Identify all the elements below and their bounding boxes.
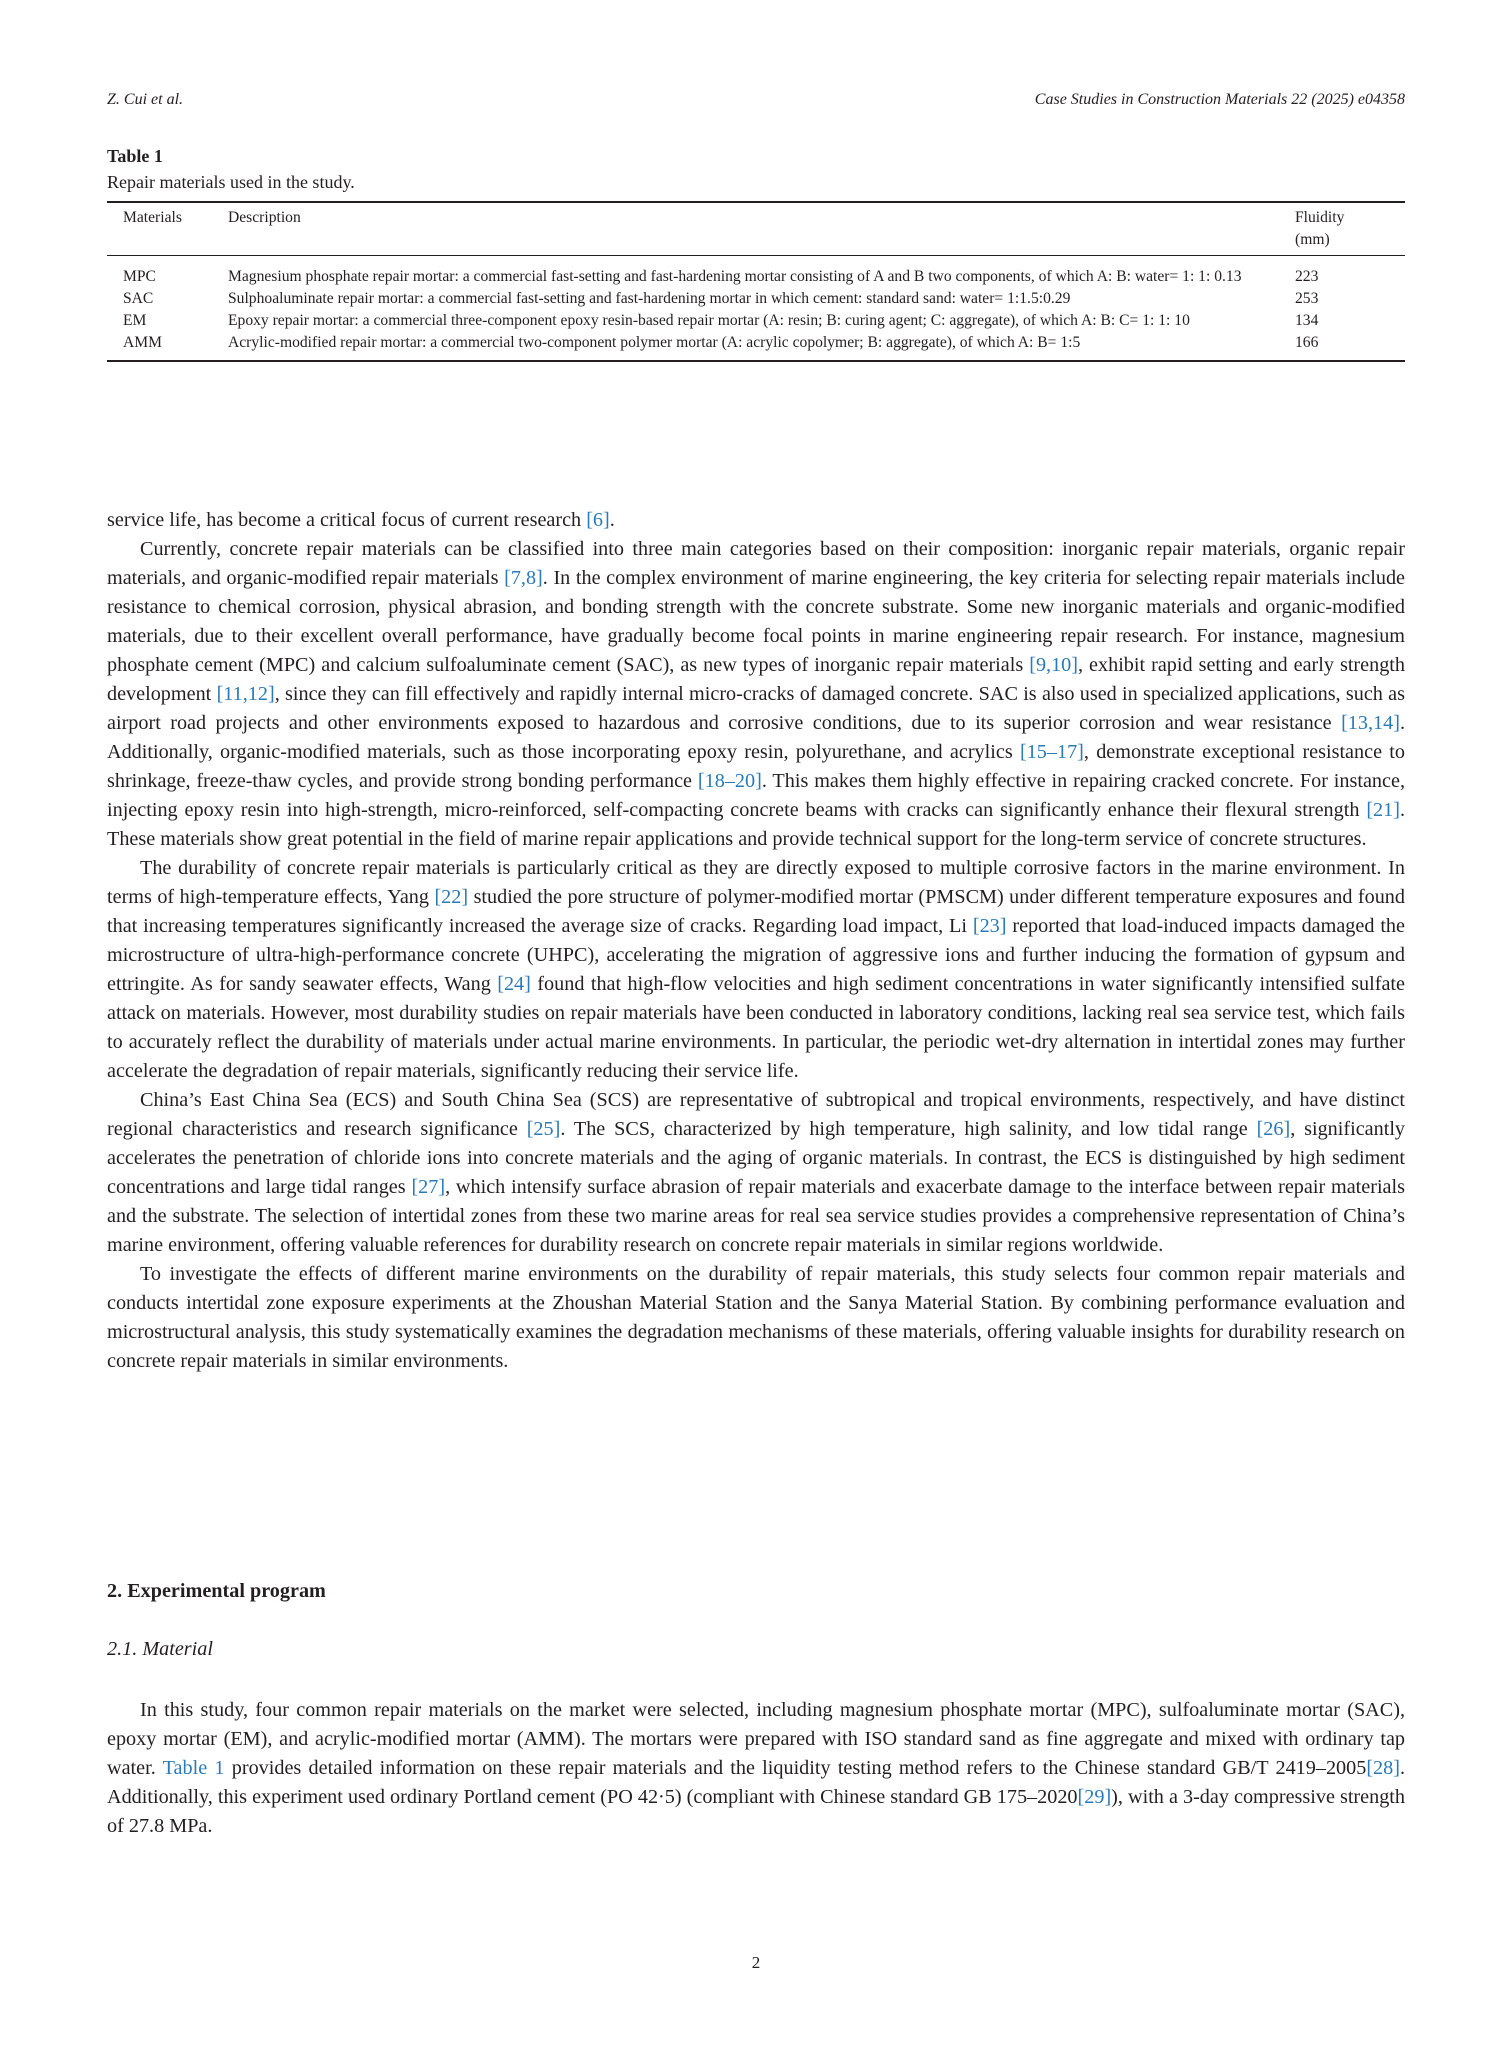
text-run: . The SCS, characterized by high temperature, high salinity, and low tidal range — [560, 1118, 1257, 1140]
table-header-row — [107, 202, 1405, 256]
text-run: Currently, concrete repair materials can be classified into three main categories based on their composition: inorganic repair materials, organic repair materials, and organic-modified repair materials — [107, 538, 1405, 589]
header-materials: Materials — [123, 209, 182, 226]
page-number: 2 — [751, 1953, 761, 1972]
text-run: studied the pore structure of polymer-modified mortar (PMSCM) under different temperature exposures and found that increasing temperatures significantly increased the average size of cracks. Regarding load impact, Li — [107, 886, 1405, 937]
text-run: , significantly accelerates the penetration of chloride ions into concrete materials and the aging of organic materials. In contrast, the ECS is distinguished by high sediment concentrations and large tidal ranges — [107, 1118, 1406, 1198]
cell-description: Sulphoaluminate repair mortar: a commercial fast-setting and fast-hardening mortar in which cement: standard sand: water= 1:1.5:0.29 — [228, 290, 1071, 307]
text-run: . This makes them highly effective in repairing cracked concrete. For instance, injecting epoxy resin into high-strength, micro-reinforced, self-compacting concrete beams with cracks can significantly enhance their flexural strength — [107, 770, 1405, 821]
citation-link[interactable]: [26] — [1256, 1118, 1291, 1140]
table-row — [107, 332, 1405, 361]
text-run: reported that load-induced impacts damaged the microstructure of ultra-high-performance concrete (UHPC), accelerating the migration of aggressive ions and further inducing the formation of gypsum and ettringite. As for sandy seawater effects, Wang — [107, 915, 1405, 995]
citation-link[interactable]: [6] — [586, 509, 610, 531]
citation-link[interactable]: [28] — [1366, 1757, 1400, 1779]
text-run: The durability of concrete repair materials is particularly critical as they are directly exposed to multiple corrosive factors in the marine environment. In terms of high-temperature effects, Yang — [107, 857, 1405, 908]
paragraph — [107, 854, 1405, 1086]
text-run: , which intensify surface abrasion of repair materials and exacerbate damage to the interface between repair materials and the substrate. The selection of intertidal zones from these two marine areas for real sea service studies provides a comprehensive representation of China’s marine environment, offering valuable references for durability research on concrete repair materials in similar regions worldwide. — [107, 1176, 1405, 1256]
intro-body — [107, 506, 1405, 1376]
citation-link[interactable]: [27] — [411, 1176, 446, 1198]
table-row — [107, 256, 1405, 289]
table-title: Table 1 — [107, 146, 163, 166]
citation-link[interactable]: [23] — [972, 915, 1007, 937]
citation-link[interactable]: [15–17] — [1019, 741, 1084, 763]
table-row — [107, 288, 1405, 310]
repair-materials-table — [107, 201, 1405, 362]
paragraph — [107, 506, 1405, 535]
paragraph — [107, 1086, 1405, 1260]
text-run: . Additionally, organic-modified materials, such as those incorporating epoxy resin, polyurethane, and acrylics — [107, 712, 1405, 763]
cell-material: MPC — [123, 268, 156, 285]
text-run: service life, has become a critical focus of current research — [107, 509, 587, 531]
text-run: , demonstrate exceptional resistance to shrinkage, freeze-thaw cycles, and provide strong bonding performance — [107, 741, 1405, 792]
text-run: , since they can fill effectively and rapidly internal micro-cracks of damaged concrete. SAC is also used in specialized applications, such as airport road projects and other environments exposed to hazardous and corrosive conditions, due to its superior corrosion and wear resistance — [107, 683, 1405, 734]
cell-fluidity: 166 — [1295, 334, 1319, 351]
text-run: found that high-flow velocities and high sediment concentrations in water significantly intensified sulfate attack on materials. However, most durability studies on repair materials have been conducted in laboratory conditions, lacking real sea service test, which fails to accurately reflect the durability of materials under actual marine environments. In particular, the periodic wet-dry alternation in intertidal zones may further accelerate the degradation of repair materials, significantly reducing their service life. — [107, 973, 1405, 1082]
citation-link[interactable]: [11,12] — [216, 683, 275, 705]
text-run: To investigate the effects of different marine environments on the durability of repair materials, this study selects four common repair materials and conducts intertidal zone exposure experiments at the Zhoushan Material Station and the Sanya Material Station. By combining performance evaluation and microstructural analysis, this study systematically examines the degradation mechanisms of these materials, offering valuable insights for durability research on concrete repair materials in similar environments. — [107, 1263, 1405, 1372]
cell-material: EM — [123, 312, 147, 329]
header-authors: Z. Cui et al. — [107, 91, 184, 108]
cell-description: Acrylic-modified repair mortar: a commercial two-component polymer mortar (A: acrylic copolymer; B: aggregate), of which A: B= 1:5 — [228, 334, 1081, 351]
subsection-heading: 2.1. Material — [107, 1638, 213, 1660]
header-journal: Case Studies in Construction Materials 22 (2025) e04358 — [1034, 91, 1405, 108]
paragraph — [107, 535, 1405, 854]
text-run: . These materials show great potential in the field of marine repair applications and provide technical support for the long-term service of concrete structures. — [107, 799, 1405, 850]
header-fluidity-label: Fluidity — [1295, 209, 1345, 226]
header-fluidity-unit: (mm) — [1295, 231, 1330, 248]
cell-description: Magnesium phosphate repair mortar: a commercial fast-setting and fast-hardening mortar consisting of A and B two components, of which A: B: water= 1: 1: 0.13 — [228, 268, 1242, 285]
citation-link[interactable]: [29] — [1077, 1786, 1112, 1808]
cell-fluidity: 134 — [1295, 312, 1319, 329]
text-run: China’s East China Sea (ECS) and South China Sea (SCS) are representative of subtropical and tropical environments, respectively, and have distinct regional characteristics and research significance — [107, 1089, 1405, 1140]
text-run: provides detailed information on these repair materials and the liquidity testing method refers to the Chinese standard GB/T 2419–2005 — [224, 1757, 1367, 1779]
material-body — [107, 1696, 1405, 1841]
table-row — [107, 310, 1405, 332]
citation-link[interactable]: [9,10] — [1029, 654, 1078, 676]
citation-link[interactable]: [22] — [434, 886, 469, 908]
header-fluidity — [1279, 202, 1405, 256]
cell-fluidity: 223 — [1295, 268, 1319, 285]
citation-link[interactable]: [13,14] — [1341, 712, 1400, 734]
section-heading: 2. Experimental program — [107, 1580, 326, 1602]
citation-link[interactable]: [7,8] — [504, 567, 543, 589]
cell-description: Epoxy repair mortar: a commercial three-component epoxy resin-based repair mortar (A: resin; B: curing agent; C: aggregate), of which A: B: C= 1: 1: 10 — [228, 312, 1190, 329]
header-description: Description — [228, 209, 301, 226]
text-run: ), with a 3-day compressive strength of 27.8 MPa. — [107, 1786, 1406, 1837]
paragraph — [107, 1696, 1405, 1841]
paragraph — [107, 1260, 1405, 1376]
table-caption: Repair materials used in the study. — [107, 172, 355, 192]
cell-material: SAC — [123, 290, 154, 307]
table-link[interactable]: Table 1 — [162, 1757, 225, 1779]
citation-link[interactable]: [25] — [526, 1118, 561, 1140]
text-run: . Additionally, this experiment used ordinary Portland cement (PO 42·5) (compliant with Chinese standard GB 175–2020 — [107, 1757, 1406, 1808]
text-run: . — [609, 509, 615, 531]
cell-fluidity: 253 — [1295, 290, 1319, 307]
text-run: . In the complex environment of marine engineering, the key criteria for selecting repair materials include resistance to chemical corrosion, physical abrasion, and bonding strength with the concrete substrate. Some new inorganic materials and organic-modified materials, due to their excellent overall performance, have gradually become focal points in marine engineering repair research. For instance, magnesium phosphate cement (MPC) and calcium sulfoaluminate cement (SAC), as new types of inorganic repair materials — [107, 567, 1406, 676]
text-run: In this study, four common repair materials on the market were selected, including magnesium phosphate mortar (MPC), sulfoaluminate mortar (SAC), epoxy mortar (EM), and acrylic-modified mortar (AMM). The mortars were prepared with ISO standard sand as fine aggregate and mixed with ordinary tap water. — [107, 1699, 1405, 1779]
text-run: , exhibit rapid setting and early strength development — [107, 654, 1405, 705]
citation-link[interactable]: [18–20] — [697, 770, 762, 792]
citation-link[interactable]: [24] — [497, 973, 531, 995]
citation-link[interactable]: [21] — [1366, 799, 1400, 821]
cell-material: AMM — [123, 334, 162, 351]
